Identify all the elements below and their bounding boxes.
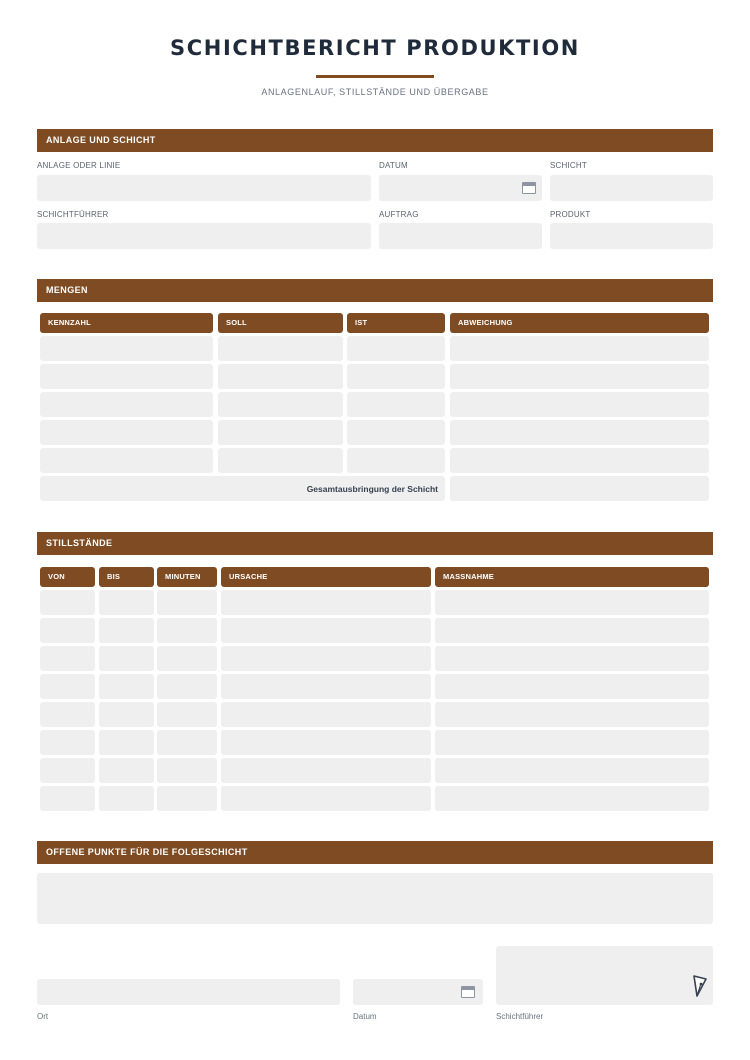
page-subtitle: ANLAGENLAUF, STILLSTÄNDE UND ÜBERGABE — [261, 87, 489, 97]
stillstand-cell[interactable] — [435, 646, 709, 671]
mengen-cell[interactable] — [347, 364, 445, 389]
stillstand-cell[interactable] — [99, 674, 154, 699]
schichtfuehrer-field[interactable] — [37, 223, 371, 249]
stillstand-cell[interactable] — [157, 730, 217, 755]
stillstand-cell[interactable] — [221, 702, 431, 727]
stillstand-cell[interactable] — [99, 618, 154, 643]
page-title: SCHICHTBERICHT PRODUKTION — [170, 36, 580, 60]
stillstand-cell[interactable] — [40, 674, 95, 699]
stillstand-cell[interactable] — [157, 758, 217, 783]
stillstand-cell[interactable] — [157, 618, 217, 643]
label-schicht: SCHICHT — [550, 161, 587, 170]
mengen-cell[interactable] — [218, 420, 343, 445]
stillstand-cell[interactable] — [157, 590, 217, 615]
stillstand-cell[interactable] — [40, 618, 95, 643]
label-anlage: ANLAGE ODER LINIE — [37, 161, 121, 170]
stillstand-cell[interactable] — [157, 786, 217, 811]
stillstand-cell[interactable] — [221, 674, 431, 699]
signature-field[interactable] — [496, 946, 713, 1005]
ort-label: Ort — [37, 1012, 49, 1021]
stillstand-cell[interactable] — [40, 590, 95, 615]
stillstand-cell[interactable] — [221, 646, 431, 671]
mengen-cell[interactable] — [450, 448, 709, 473]
mengen-cell[interactable] — [450, 364, 709, 389]
ort-field[interactable] — [37, 979, 340, 1005]
mengen-header-2: IST — [347, 313, 445, 333]
mengen-header-3: ABWEICHUNG — [450, 313, 709, 333]
mengen-cell[interactable] — [218, 364, 343, 389]
stillstand-header-4: MASSNAHME — [435, 567, 709, 587]
stillstand-cell[interactable] — [221, 730, 431, 755]
datum-field[interactable] — [379, 175, 542, 201]
stillstand-cell[interactable] — [221, 758, 431, 783]
stillstand-header-2: MINUTEN — [157, 567, 217, 587]
mengen-cell[interactable] — [218, 448, 343, 473]
stillstand-cell[interactable] — [40, 730, 95, 755]
calendar-icon[interactable] — [522, 182, 536, 194]
stillstand-cell[interactable] — [221, 590, 431, 615]
mengen-cell[interactable] — [450, 336, 709, 361]
produkt-field[interactable] — [550, 223, 713, 249]
stillstand-cell[interactable] — [435, 758, 709, 783]
stillstand-cell[interactable] — [157, 646, 217, 671]
stillstand-cell[interactable] — [99, 702, 154, 727]
stillstand-cell[interactable] — [40, 646, 95, 671]
stillstand-header-0: VON — [40, 567, 95, 587]
section-header-mengen: MENGEN — [37, 279, 713, 302]
stillstand-cell[interactable] — [221, 618, 431, 643]
mengen-cell[interactable] — [40, 420, 213, 445]
stillstand-cell[interactable] — [40, 758, 95, 783]
stillstand-cell[interactable] — [99, 646, 154, 671]
mengen-cell[interactable] — [40, 448, 213, 473]
section-header-offene-punkte: OFFENE PUNKTE FÜR DIE FOLGESCHICHT — [37, 841, 713, 864]
schicht-field[interactable] — [550, 175, 713, 201]
title-underline — [316, 75, 434, 78]
stillstand-cell[interactable] — [99, 590, 154, 615]
mengen-cell[interactable] — [347, 336, 445, 361]
stillstand-cell[interactable] — [435, 590, 709, 615]
mengen-cell[interactable] — [40, 364, 213, 389]
label-auftrag: AUFTRAG — [379, 210, 419, 219]
mengen-cell[interactable] — [347, 420, 445, 445]
mengen-cell[interactable] — [450, 392, 709, 417]
stillstand-cell[interactable] — [435, 618, 709, 643]
datum-label: Datum — [353, 1012, 377, 1021]
pen-nib-icon — [692, 974, 708, 998]
mengen-cell[interactable] — [450, 420, 709, 445]
stillstand-header-1: BIS — [99, 567, 154, 587]
stillstand-cell[interactable] — [40, 702, 95, 727]
mengen-cell[interactable] — [218, 392, 343, 417]
mengen-total-value[interactable] — [450, 476, 709, 501]
stillstand-cell[interactable] — [40, 786, 95, 811]
label-produkt: PRODUKT — [550, 210, 591, 219]
label-datum: DATUM — [379, 161, 408, 170]
mengen-header-0: KENNZAHL — [40, 313, 213, 333]
stillstand-cell[interactable] — [435, 730, 709, 755]
stillstand-header-3: URSACHE — [221, 567, 431, 587]
stillstand-cell[interactable] — [99, 786, 154, 811]
mengen-cell[interactable] — [347, 448, 445, 473]
mengen-cell[interactable] — [40, 392, 213, 417]
stillstand-cell[interactable] — [99, 730, 154, 755]
calendar-icon[interactable] — [461, 986, 475, 998]
mengen-cell[interactable] — [347, 392, 445, 417]
stillstand-cell[interactable] — [221, 786, 431, 811]
offene-punkte-field[interactable] — [37, 873, 713, 924]
mengen-total-label: Gesamtausbringung der Schicht — [306, 484, 438, 494]
anlage-field[interactable] — [37, 175, 371, 201]
stillstand-cell[interactable] — [157, 674, 217, 699]
stillstand-cell[interactable] — [157, 702, 217, 727]
section-header-anlage: ANLAGE UND SCHICHT — [37, 129, 713, 152]
mengen-cell[interactable] — [218, 336, 343, 361]
section-header-stillstaende: STILLSTÄNDE — [37, 532, 713, 555]
stillstand-cell[interactable] — [99, 758, 154, 783]
stillstand-cell[interactable] — [435, 674, 709, 699]
stillstand-cell[interactable] — [435, 702, 709, 727]
stillstand-cell[interactable] — [435, 786, 709, 811]
schichtfuehrer-signature-label: Schichtführer — [496, 1012, 544, 1021]
label-schichtfuehrer: SCHICHTFÜHRER — [37, 210, 109, 219]
mengen-cell[interactable] — [40, 336, 213, 361]
auftrag-field[interactable] — [379, 223, 542, 249]
signature-datum-field[interactable] — [353, 979, 483, 1005]
mengen-header-1: SOLL — [218, 313, 343, 333]
